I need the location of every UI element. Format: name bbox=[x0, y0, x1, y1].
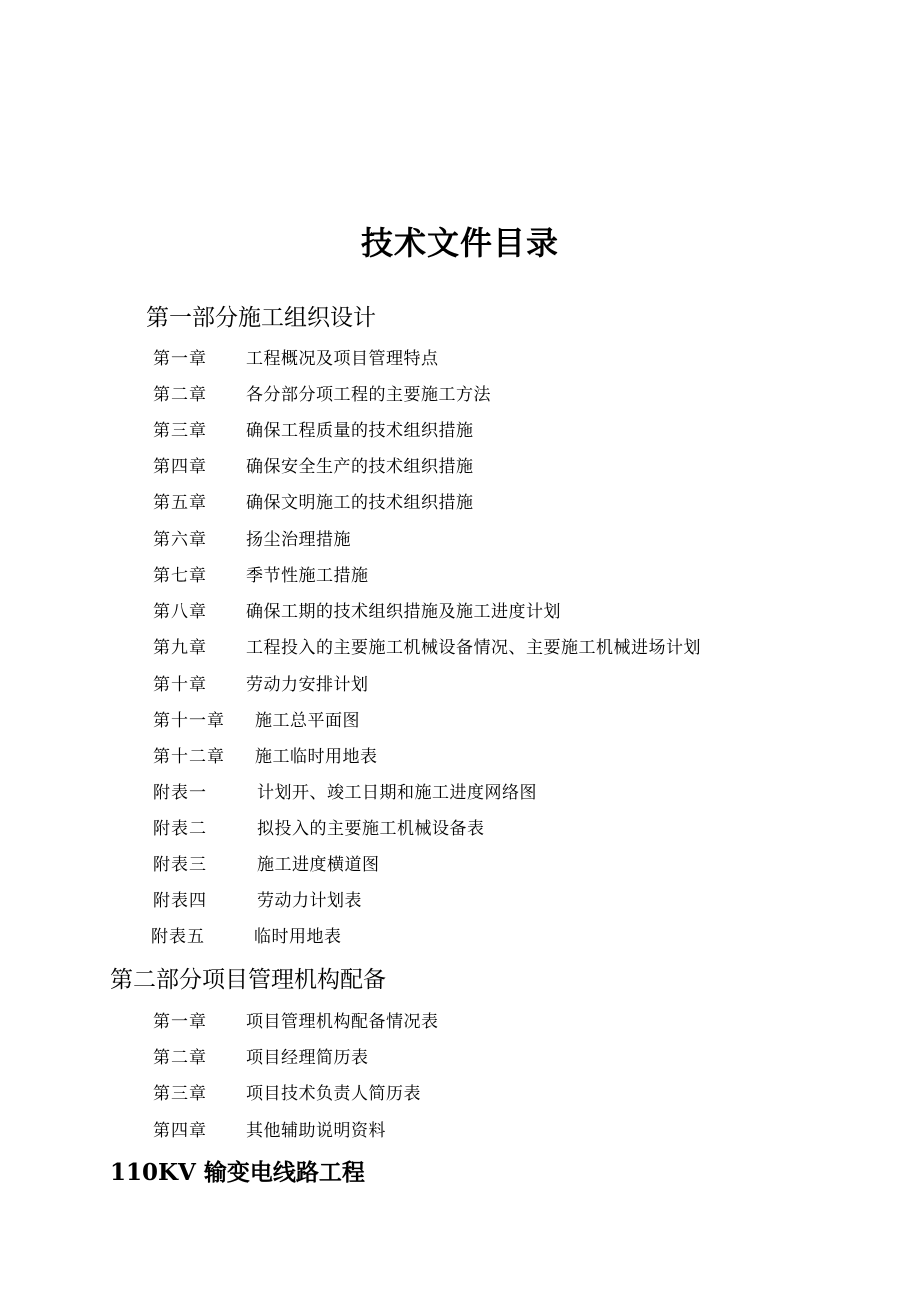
toc-item-number: 附表五 bbox=[151, 927, 205, 947]
toc-item-number: 第一章 bbox=[153, 349, 207, 369]
document-title: 技术文件目录 bbox=[360, 224, 559, 263]
toc-item-number: 第八章 bbox=[153, 602, 207, 622]
toc-item-number: 第三章 bbox=[153, 421, 207, 441]
toc-item-number: 第二章 bbox=[153, 385, 207, 405]
toc-item-title: 工程概况及项目管理特点 bbox=[246, 349, 439, 369]
toc-item-title: 项目技术负责人简历表 bbox=[246, 1084, 421, 1104]
toc-item-title: 施工进度横道图 bbox=[257, 855, 380, 875]
toc-item-title: 各分部分项工程的主要施工方法 bbox=[246, 385, 491, 405]
toc-item-title: 确保工期的技术组织措施及施工进度计划 bbox=[246, 602, 561, 622]
toc-item-title: 项目经理简历表 bbox=[246, 1048, 369, 1068]
toc-item-title: 施工总平面图 bbox=[255, 711, 360, 731]
toc-item-number: 第七章 bbox=[153, 566, 207, 586]
toc-item-number: 第九章 bbox=[153, 638, 207, 658]
toc-item-title: 确保工程质量的技术组织措施 bbox=[246, 421, 474, 441]
toc-item-number: 附表二 bbox=[153, 819, 207, 839]
toc-item-number: 附表一 bbox=[153, 783, 207, 803]
toc-item-title: 项目管理机构配备情况表 bbox=[246, 1012, 439, 1032]
toc-item-title: 确保文明施工的技术组织措施 bbox=[246, 493, 474, 513]
toc-item-number: 第五章 bbox=[153, 493, 207, 513]
toc-item-title: 工程投入的主要施工机械设备情况、主要施工机械进场计划 bbox=[246, 638, 701, 658]
toc-item-number: 第三章 bbox=[153, 1084, 207, 1104]
toc-item-number: 第十一章 bbox=[153, 711, 225, 731]
toc-item-number: 附表三 bbox=[153, 855, 207, 875]
toc-item-title: 其他辅助说明资料 bbox=[246, 1121, 386, 1141]
part1-heading: 第一部分施工组织设计 bbox=[146, 305, 376, 331]
toc-item-title: 拟投入的主要施工机械设备表 bbox=[257, 819, 485, 839]
toc-item-number: 第十章 bbox=[153, 675, 207, 695]
part2-heading: 第二部分项目管理机构配备 bbox=[110, 967, 386, 993]
toc-item-number: 第十二章 bbox=[153, 747, 225, 767]
toc-item-number: 第一章 bbox=[153, 1012, 207, 1032]
toc-item-title: 施工临时用地表 bbox=[255, 747, 378, 767]
toc-item-number: 附表四 bbox=[153, 891, 207, 911]
toc-item-title: 劳动力计划表 bbox=[257, 891, 362, 911]
toc-item-title: 扬尘治理措施 bbox=[246, 530, 351, 550]
toc-item-title: 确保安全生产的技术组织措施 bbox=[246, 457, 474, 477]
toc-item-title: 季节性施工措施 bbox=[246, 566, 369, 586]
part3-heading: 110KV 输变电线路工程 bbox=[110, 1159, 365, 1186]
toc-item-number: 第四章 bbox=[153, 457, 207, 477]
toc-item-title: 临时用地表 bbox=[254, 927, 342, 947]
toc-item-title: 计划开、竣工日期和施工进度网络图 bbox=[257, 783, 537, 803]
toc-item-number: 第六章 bbox=[153, 530, 207, 550]
toc-item-number: 第二章 bbox=[153, 1048, 207, 1068]
toc-item-title: 劳动力安排计划 bbox=[246, 675, 369, 695]
toc-item-number: 第四章 bbox=[153, 1121, 207, 1141]
